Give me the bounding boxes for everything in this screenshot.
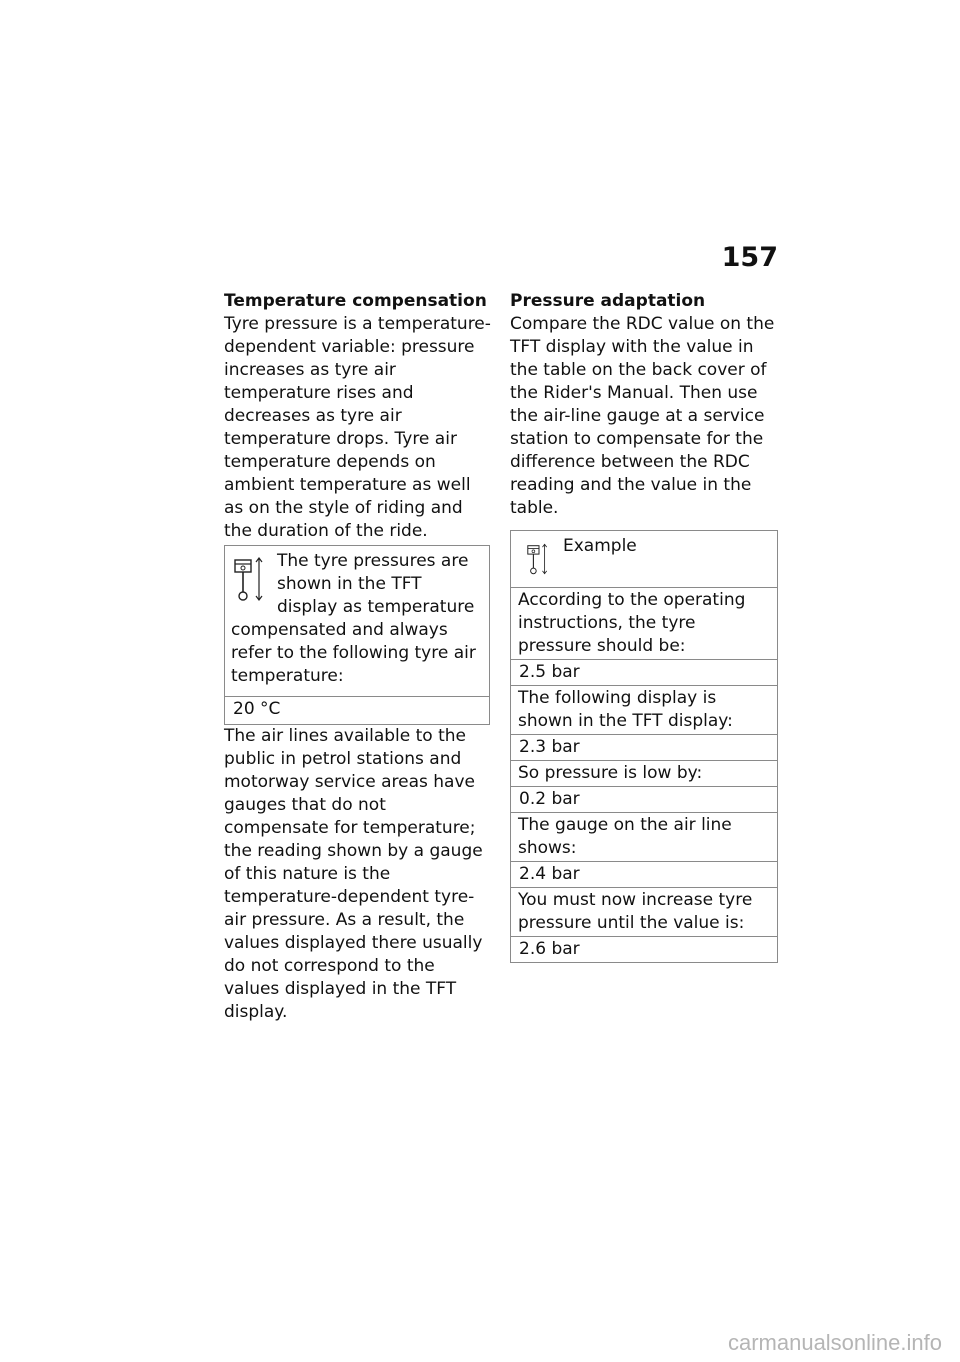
- example-table: [510, 530, 778, 963]
- example-row: 2.6 bar: [519, 939, 580, 959]
- example-row: The following display is shown in the TFT display:: [511, 686, 777, 735]
- note-box: [224, 545, 490, 725]
- watermark: carmanualsonline.info: [727, 1330, 942, 1355]
- example-row: You must now increase tyre pressure until the value is:: [511, 888, 777, 937]
- section-heading-pressure-adaptation: Pressure adaptation: [510, 291, 706, 311]
- section-heading-temperature-compensation: Temperature compensation: [224, 291, 487, 311]
- example-row: 0.2 bar: [511, 787, 777, 813]
- air-line-gauges-paragraph: The air lines available to the public in petrol stations and motorway service areas have gauges that do not compensate for temperature; the reading shown by a gauge of this nature is the temperature-dependent tyre-air pressure. As a result, the values displayed there usually do not correspond to the values displayed in the TFT display.: [224, 726, 483, 1022]
- tyre-pressure-gauge-icon: [525, 541, 553, 577]
- example-row: So pressure is low by:: [511, 761, 777, 787]
- example-row: The gauge on the air line shows:: [511, 813, 777, 862]
- note-temperature-value: 20 °C: [225, 696, 489, 724]
- note-body: [225, 546, 489, 696]
- page-number: 157: [721, 242, 778, 273]
- tyre-pressure-gauge-icon: [231, 554, 271, 604]
- example-row: 2.5 bar: [511, 660, 777, 686]
- pressure-adaptation-intro: Compare the RDC value on the TFT display with the value in the table on the back cover of the Rider's Manual. Then use the air-line gauge at a service station to compensate for the difference between the RDC reading and the value in the table.: [510, 314, 775, 518]
- example-row: 2.4 bar: [511, 862, 777, 888]
- example-row: According to the operating instructions, the tyre pressure should be:: [511, 588, 777, 660]
- example-header: [511, 531, 777, 588]
- temperature-compensation-intro: Tyre pressure is a temperature-dependent variable: pressure increases as tyre air temperature rises and decreases as tyre air temperature drops. Tyre air temperature depends on ambient temperature as well as on the style of riding and the duration of the ride.: [224, 314, 491, 541]
- left-column: [224, 290, 494, 1024]
- note-text: The tyre pressures are shown in the TFT display as temperature compensated and always refer to the following tyre air temperature:: [231, 551, 476, 686]
- example-row: 2.3 bar: [511, 735, 777, 761]
- example-label: Example: [563, 536, 637, 556]
- right-column: [510, 290, 782, 963]
